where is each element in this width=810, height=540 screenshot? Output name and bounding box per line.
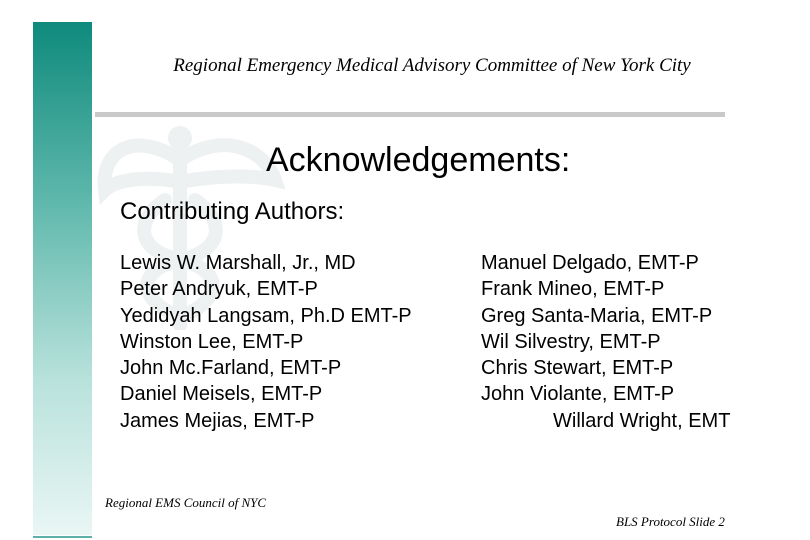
- author-name: John Mc.Farland, EMT-P: [120, 357, 342, 380]
- header-divider: [95, 112, 725, 117]
- section-subtitle: Contributing Authors:: [120, 198, 345, 225]
- author-name: Willard Wright, EMT: [553, 409, 731, 432]
- side-accent-bar: [33, 22, 92, 535]
- footer-organization: Regional EMS Council of NYC: [105, 495, 267, 510]
- header-title: Regional Emergency Medical Advisory Committee of New York City: [173, 55, 691, 76]
- author-name: Chris Stewart, EMT-P: [481, 357, 674, 380]
- author-name: Peter Andryuk, EMT-P: [120, 278, 318, 301]
- slide-title: Acknowledgements:: [266, 141, 571, 179]
- author-name: Lewis W. Marshall, Jr., MD: [120, 252, 356, 274]
- author-name: Winston Lee, EMT-P: [120, 330, 304, 353]
- author-name: Greg Santa-Maria, EMT-P: [481, 304, 713, 327]
- side-accent-underline: [33, 536, 92, 538]
- author-name: Manuel Delgado, EMT-P: [481, 252, 699, 274]
- footer-slide-number: BLS Protocol Slide 2: [616, 514, 725, 529]
- author-name: John Violante, EMT-P: [481, 383, 675, 406]
- authors-left-column: [120, 250, 412, 434]
- authors-right-column: [481, 250, 730, 434]
- author-name: Yedidyah Langsam, Ph.D EMT-P: [120, 304, 412, 327]
- author-name: Wil Silvestry, EMT-P: [481, 330, 661, 353]
- author-name: Daniel Meisels, EMT-P: [120, 383, 323, 406]
- author-name: Frank Mineo, EMT-P: [481, 278, 665, 301]
- author-name: James Mejias, EMT-P: [120, 409, 315, 432]
